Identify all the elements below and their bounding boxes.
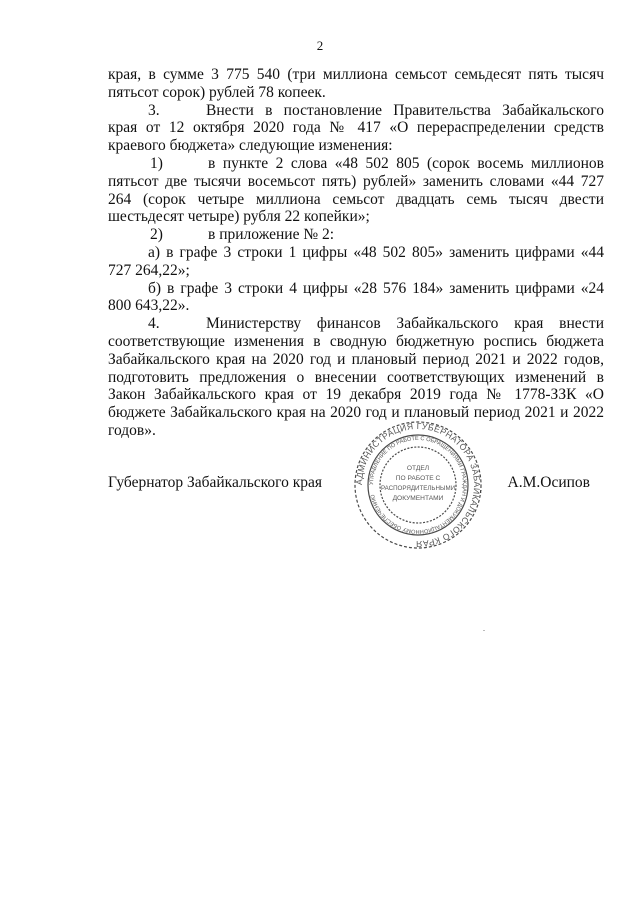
stamp-line-2: ПО РАБОТЕ С (395, 475, 441, 482)
page-number: 2 (316, 38, 324, 53)
stamp-line-3: РАСПОРЯДИТЕЛЬНЫМИ (380, 485, 456, 492)
stamp-line-4: ДОКУМЕНТАМИ (392, 495, 444, 502)
paragraph-text: в пункте 2 слова «48 502 805 (сорок восемь миллионов пятьсот две тысячи восемьсот пять) рублей» заменить словами «44 727 264 (сорок четыре миллиона семьсот двадцать семь тысяч двести шестьдесят четыре) рубля 22 копейки»; (108, 154, 604, 226)
stamp-line-1: ОТДЕЛ (406, 465, 430, 472)
paragraph-text: Министерству финансов Забайкальского края внести соответствующие изменения в сводную бюджетную роспись бюджета Забайкальского края на 2020 год и плановый период 2021 и 2022 годов, подготовить предложения о внесении соответствующих изменений в Закон Забайкальского края от 19 декабря 2019 года № 1778-ЗЗК «О бюджете Забайкальского края на 2020 год и плановый период 2021 и 2022 годов». (108, 315, 604, 439)
scan-speck (483, 630, 485, 631)
paragraph-item-3 (108, 102, 604, 155)
paragraph-subitem-2 (108, 226, 604, 244)
paragraph-text: б) в графе 3 строки 4 цифры «28 576 184» заменить цифрами «24 800 643,22». (108, 279, 604, 315)
signatory-position: Губернатор Забайкальского края (108, 474, 323, 491)
document-body (108, 66, 604, 440)
paragraph-continuation (108, 66, 604, 102)
paragraph-text: края, в сумме 3 775 540 (три миллиона семьсот семьдесят пять тысяч пятьсот сорок) рублей 78 копеек. (108, 66, 604, 101)
signatory-name: А.М.Осипов (507, 474, 590, 491)
paragraph-text: а) в графе 3 строки 1 цифры «48 502 805» заменить цифрами «44 727 264,22»; (108, 243, 604, 279)
paragraph-subitem-b (108, 280, 604, 316)
paragraph-number: 1) (150, 154, 163, 172)
paragraph-subitem-1 (108, 155, 604, 226)
paragraph-number: 4. (148, 315, 160, 333)
paragraph-text: в приложение № 2: (208, 226, 335, 244)
paragraph-subitem-a (108, 244, 604, 280)
stamp-inner-ring-text: УПРАВЛЕНИЕ ПО РАБОТЕ С ОБРАЩЕНИЯМИ ГРАЖДАН И ДОКУМЕНТАЦИОННОМУ ОБЕСПЕЧЕНИЮ (368, 435, 468, 535)
paragraph-text: Внести в постановление Правительства Забайкальского края от 12 октября 2020 года № 417 «О перераспределении средств краевого бюджета» следующие изменения: (108, 101, 604, 155)
paragraph-number: 3. (148, 101, 160, 119)
paragraph-number: 2) (150, 226, 163, 244)
official-stamp (352, 420, 484, 550)
stamp-ring-text: АДМИНИСТРАЦИЯ ГУБЕРНАТОРА ЗАБАЙКАЛЬСКОГО КРАЯ (353, 420, 483, 550)
